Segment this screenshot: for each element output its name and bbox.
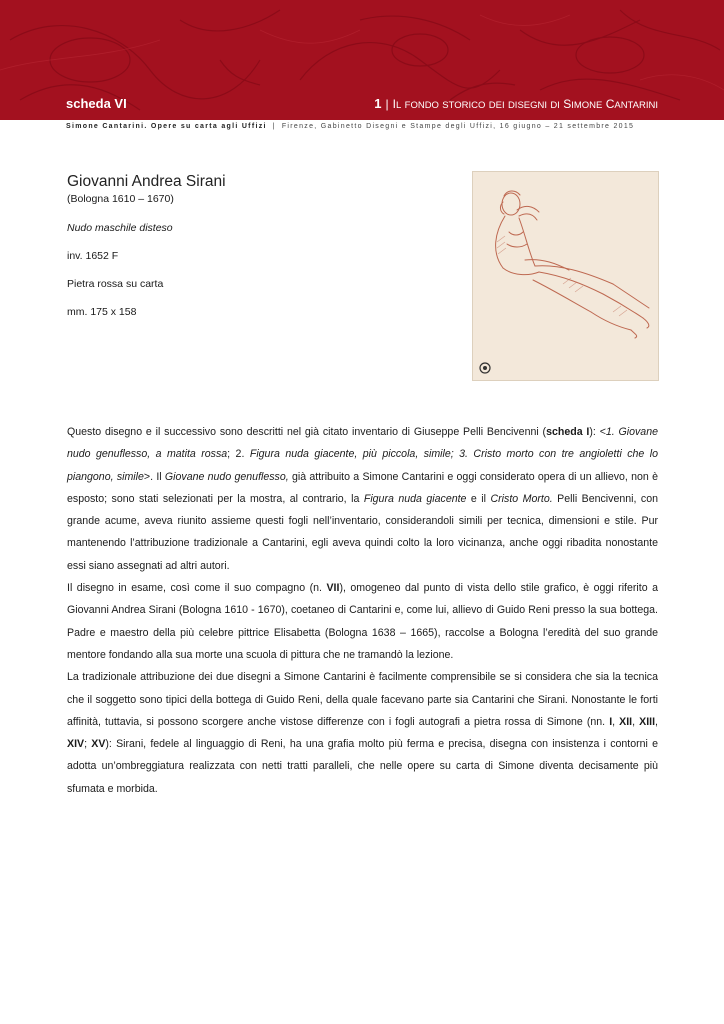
italic-run: Cristo Morto.	[490, 492, 553, 505]
text-run: ): Sirani, fedele al linguaggio di Reni, ha una grafia molto più ferma e precisa, disegna con insistenza i contorni e adotta un’ombreggiatura realizzata con netti tratti paralleli, che nelle opere su carta di Simone diventa decisamente più sfumata e morbida.	[67, 738, 658, 795]
text-run: e il	[466, 492, 491, 505]
bold-run: XIII	[639, 715, 656, 728]
medium: Pietra rossa su carta	[67, 278, 164, 290]
text-run: ,	[612, 715, 620, 728]
text-run: Pelli Bencivenni, con grande acume, aveva riunito assieme questi fogli nell’inventario, considerandoli simili per tecnica, dimensioni e stile. Pur mantenendo l’attribuzione tradizionale a Cantarini, egli aveva quindi colto la loro vicinanza, anche oggi ribadita nonostante essi siano assegnati ad altri autori.	[67, 492, 658, 572]
paragraph-2	[67, 577, 658, 666]
text-run: Questo disegno e il successivo sono descritti nel già citato inventario di Giuseppe Pelli Bencivenni (	[67, 426, 547, 438]
text-run: La tradizionale attribuzione dei due disegni a Simone Cantarini è facilmente comprensibile se si considera che sia la tecnica che il soggetto sono tipici della bottega di Guido Reni, della quale facevano parte sia Cantarini che Sirani. Nonostante le forti affinità, tuttavia, si possono scorgere anche vistose differenze con i fogli autografi a pietra rossa di Simone (nn.	[67, 671, 658, 728]
dimensions: mm. 175 x 158	[67, 306, 137, 318]
catalog-title: Simone Cantarini. Opere su carta agli Uffizi	[66, 123, 267, 130]
text-run: Il disegno in esame, così come il suo compagno (n.	[67, 582, 327, 595]
paragraph-1	[67, 421, 658, 577]
text-run: ,	[655, 715, 658, 728]
reclining-nude-drawing	[473, 172, 658, 380]
artist-dates: (Bologna 1610 – 1670)	[67, 193, 174, 205]
subheader-separator: |	[272, 123, 276, 130]
bold-run: XII	[619, 715, 633, 728]
exhibition-info: Firenze, Gabinetto Disegni e Stampe degli Uffizi, 16 giugno – 21 settembre 2015	[281, 123, 635, 130]
section-title: IL FONDO STORICO DEI DISEGNI DI SIMONE CANTARINI	[392, 97, 658, 111]
bold-run: VII	[326, 582, 340, 595]
bold-run: I	[609, 715, 613, 728]
commentary-text	[67, 421, 658, 800]
text-run: ), omogeneo dal punto di vista dello stile grafico, è oggi riferito a Giovanni Andrea Sirani (Bologna 1610 - 1670), coetaneo di Cantarini e, come lui, allievo di Guido Reni presso la sua bottega. Padre e maestro della più celebre pittrice Elisabetta (Bologna 1638 – 1665), raccolse a Bologna l’eredità del suo grande mentore fondando alla sua morte una scuola di pittura che ne tramandò la lezione.	[67, 582, 659, 661]
italic-run: Giovane nudo genuflesso,	[164, 470, 289, 483]
text-run: ):	[589, 426, 600, 438]
text-run: ; 2.	[227, 448, 250, 461]
bold-run: scheda I	[546, 426, 590, 438]
artwork-image	[472, 171, 659, 381]
scheda-label: scheda VI	[66, 96, 127, 111]
text-run: >. Il	[143, 470, 165, 483]
italic-run: Figura nuda giacente	[363, 492, 467, 505]
inventory-number: inv. 1652 F	[67, 250, 119, 262]
italic-run: <1. Giovane nudo genuflesso, a matita rossa	[67, 426, 658, 461]
artwork-metadata	[67, 173, 447, 318]
artwork-title: Nudo maschile disteso	[67, 222, 173, 234]
text-run: ;	[84, 738, 92, 751]
subheader	[66, 123, 662, 130]
text-run: già attribuito a Simone Cantarini e oggi considerato opera di un allievo, non è esposto; sono stati selezionati per la mostra, al contrario, la	[67, 470, 658, 505]
section-separator: |	[385, 97, 389, 111]
text-run: ,	[632, 715, 640, 728]
section-number: 1	[374, 96, 382, 111]
bold-run: XIV	[67, 738, 85, 751]
paragraph-3	[67, 666, 658, 800]
artist-name: Giovanni Andrea Sirani	[67, 173, 226, 190]
header-banner	[0, 0, 724, 120]
section-heading	[374, 96, 658, 111]
bold-run: XV	[91, 738, 106, 751]
italic-run: Figura nuda giacente, più piccola, simile; 3. Cristo morto con tre angioletti che lo piangono, simile	[67, 448, 659, 483]
